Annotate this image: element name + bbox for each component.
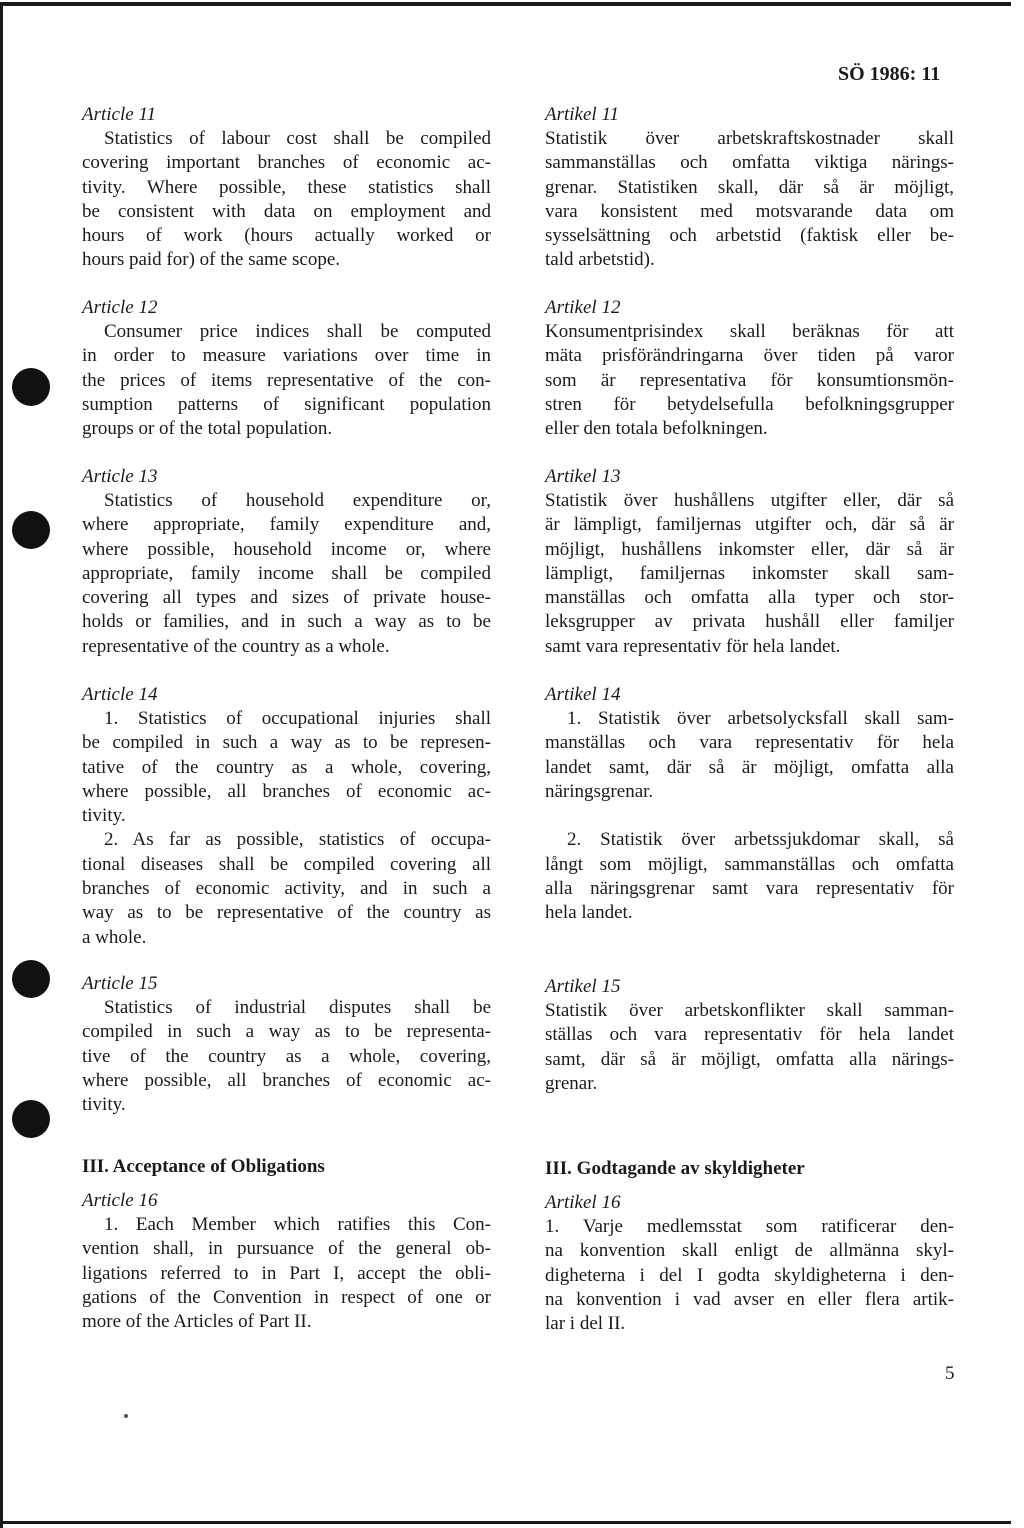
line-text: the prices of items representative of the con- xyxy=(82,369,491,391)
line-text: be consistent with data on employment and xyxy=(82,200,491,222)
article-heading: Artikel 16 xyxy=(545,1192,621,1213)
text-line xyxy=(545,562,954,586)
artikel-16 xyxy=(545,1191,954,1336)
line-text: where possible, all branches of economic ac- xyxy=(82,1069,491,1091)
text-line xyxy=(82,1093,491,1117)
article-heading: Article 12 xyxy=(82,297,158,318)
line-text: 1. Each Member which ratifies this Con- xyxy=(104,1214,491,1235)
line-text: alla näringsgrenar samt vara representativ för xyxy=(545,878,954,900)
line-text: Statistik över arbetskonflikter skall samman- xyxy=(545,1000,954,1021)
article-body xyxy=(82,489,491,659)
text-line xyxy=(82,1069,491,1093)
text-line xyxy=(545,1288,954,1312)
punch-hole xyxy=(12,960,50,998)
article-body xyxy=(545,1215,954,1336)
text-line xyxy=(545,369,954,393)
text-line xyxy=(82,1213,491,1237)
text-line xyxy=(82,1286,491,1310)
text-line xyxy=(545,417,954,441)
text-line xyxy=(545,320,954,344)
line-text: möjligt, hushållens inkomster eller, där så är xyxy=(545,538,954,560)
line-text: 1. Statistik över arbetsolycksfall skall sam- xyxy=(567,708,954,729)
section-title: III. Acceptance of Obligations xyxy=(82,1156,325,1177)
text-line xyxy=(82,344,491,368)
line-text: digheterna i del I godta skyldigheterna i den- xyxy=(545,1264,954,1286)
text-line xyxy=(82,828,491,852)
text-line xyxy=(82,369,491,393)
line-text: Konsumentprisindex skall beräknas för att xyxy=(545,321,954,342)
line-text: tative of the country as a whole, covering, xyxy=(82,756,491,778)
article-heading: Article 13 xyxy=(82,466,158,487)
line-text: hela landet. xyxy=(545,902,633,924)
line-text: holds or families, and in such a way as to be xyxy=(82,611,491,633)
line-text: branches of economic activity, and in such a xyxy=(82,878,491,900)
text-line xyxy=(545,224,954,248)
line-text: sysselsättning och arbetstid (faktisk eller be- xyxy=(545,225,954,247)
article-heading: Artikel 11 xyxy=(545,104,620,125)
text-line xyxy=(82,1310,491,1334)
line-text: landet samt, där så är möjligt, omfatta alla xyxy=(545,756,954,778)
line-text: covering important branches of economic ac- xyxy=(82,152,491,174)
text-line xyxy=(545,393,954,417)
text-line xyxy=(82,1020,491,1044)
text-line xyxy=(545,1023,954,1047)
article-heading: Artikel 13 xyxy=(545,466,621,487)
section-heading xyxy=(545,1157,954,1181)
line-text: na konvention i vad avser en eller flera artik- xyxy=(545,1288,954,1310)
text-line xyxy=(82,513,491,537)
line-text: tald arbetstid). xyxy=(545,249,655,271)
article-body xyxy=(545,127,954,273)
text-line xyxy=(545,1264,954,1288)
text-line xyxy=(545,586,954,610)
line-text: tivity. Where possible, these statistics shall xyxy=(82,176,491,198)
article-15 xyxy=(82,972,491,1117)
line-text: Consumer price indices shall be computed xyxy=(104,321,491,342)
line-text: leksgrupper av privata hushåll eller familjer xyxy=(545,611,954,633)
punch-hole xyxy=(12,368,50,406)
line-text: Statistics of industrial disputes shall be xyxy=(104,997,491,1018)
line-text: vention shall, in pursuance of the general ob- xyxy=(82,1238,491,1260)
text-line xyxy=(82,586,491,610)
text-line xyxy=(82,756,491,780)
text-line xyxy=(82,635,491,659)
article-body xyxy=(545,489,954,659)
line-text: manställas och vara representativ för hela xyxy=(545,732,954,754)
text-line xyxy=(82,1262,491,1286)
line-text: mäta prisförändringarna över tiden på varor xyxy=(545,345,954,367)
article-heading: Article 11 xyxy=(82,104,157,125)
text-line xyxy=(545,707,954,731)
text-line xyxy=(82,224,491,248)
line-text: ligations referred to in Part I, accept the obli- xyxy=(82,1262,491,1284)
text-line xyxy=(545,828,954,852)
text-line xyxy=(82,853,491,877)
line-text: more of the Articles of Part II. xyxy=(82,1311,312,1333)
article-body xyxy=(82,707,491,950)
article-heading: Article 16 xyxy=(82,1190,158,1211)
line-text: hours of work (hours actually worked or xyxy=(82,225,491,247)
line-text: 2. As far as possible, statistics of occupa- xyxy=(104,829,491,851)
line-text: tivity. xyxy=(82,1094,126,1116)
line-text: vara konsistent med motsvarande data om xyxy=(545,200,954,222)
article-body xyxy=(82,127,491,273)
line-text: lar i del II. xyxy=(545,1313,626,1335)
line-text: lämpligt, familjernas inkomster skall sam- xyxy=(545,562,954,584)
text-line xyxy=(545,756,954,780)
text-line xyxy=(545,538,954,562)
text-line xyxy=(82,127,491,151)
text-line xyxy=(82,707,491,731)
line-text: be compiled in such a way as to be represen- xyxy=(82,732,491,754)
line-text: som är representativa för konsumtionsmön- xyxy=(545,369,954,391)
text-line xyxy=(82,1045,491,1069)
artikel-11 xyxy=(545,103,954,273)
article-body xyxy=(545,999,954,1096)
line-text: representative of the country as a whole. xyxy=(82,635,390,657)
text-line xyxy=(545,999,954,1023)
text-line xyxy=(82,996,491,1020)
text-line xyxy=(545,731,954,755)
article-body xyxy=(82,996,491,1117)
section-title: III. Godtagande av skyldigheter xyxy=(545,1158,805,1179)
text-line xyxy=(545,176,954,200)
line-text: where possible, all branches of economic ac- xyxy=(82,780,491,802)
left-border-rule xyxy=(0,2,3,1528)
text-line xyxy=(545,248,954,272)
line-text: Statistics of household expenditure or, xyxy=(104,490,491,511)
line-text: tional diseases shall be compiled covering all xyxy=(82,853,491,875)
line-text: sumption patterns of significant population xyxy=(82,393,491,415)
text-line xyxy=(82,877,491,901)
text-line xyxy=(82,393,491,417)
text-line xyxy=(82,1237,491,1261)
artikel-15 xyxy=(545,975,954,1096)
article-body xyxy=(82,1213,491,1334)
artikel-14 xyxy=(545,683,954,926)
line-text: är lämpligt, familjernas utgifter och, där så är xyxy=(545,514,954,536)
line-text: grenar. xyxy=(545,1072,598,1094)
line-text: way as to be representative of the country as xyxy=(82,902,491,924)
text-line xyxy=(545,489,954,513)
article-heading: Artikel 15 xyxy=(545,976,621,997)
line-text: näringsgrenar. xyxy=(545,780,654,802)
text-line xyxy=(545,1312,954,1336)
text-line xyxy=(82,926,491,950)
article-heading: Article 15 xyxy=(82,973,158,994)
text-line xyxy=(82,200,491,224)
text-line xyxy=(545,127,954,151)
line-text: eller den totala befolkningen. xyxy=(545,418,768,440)
paragraph-gap xyxy=(545,804,954,828)
text-line xyxy=(545,610,954,634)
punch-hole xyxy=(12,1100,50,1138)
artikel-13 xyxy=(545,465,954,659)
text-line xyxy=(82,538,491,562)
text-line xyxy=(545,151,954,175)
article-16 xyxy=(82,1189,491,1334)
page-number: 5 xyxy=(945,1363,955,1384)
article-13 xyxy=(82,465,491,659)
line-text: where appropriate, family expenditure and, xyxy=(82,514,491,536)
text-line xyxy=(82,562,491,586)
article-body xyxy=(82,320,491,441)
text-line xyxy=(545,1239,954,1263)
artikel-12 xyxy=(545,296,954,441)
line-text: appropriate, family income shall be compiled xyxy=(82,562,491,584)
line-text: tivity. xyxy=(82,805,126,827)
article-11 xyxy=(82,103,491,273)
line-text: Statistics of labour cost shall be compiled xyxy=(104,128,491,149)
top-border-rule xyxy=(0,2,1011,6)
text-line xyxy=(82,320,491,344)
text-line xyxy=(545,901,954,925)
text-line xyxy=(545,635,954,659)
text-line xyxy=(82,417,491,441)
bottom-border-rule xyxy=(0,1521,1011,1524)
text-line xyxy=(82,151,491,175)
article-body xyxy=(545,707,954,926)
text-line xyxy=(82,489,491,513)
text-line xyxy=(545,853,954,877)
text-line xyxy=(545,1215,954,1239)
text-line xyxy=(82,901,491,925)
text-line xyxy=(545,200,954,224)
line-text: Statistik över hushållens utgifter eller, där så xyxy=(545,490,954,511)
page-header: SÖ 1986: 11 xyxy=(838,63,941,85)
line-text: 1. Varje medlemsstat som ratificerar den- xyxy=(545,1216,954,1237)
text-line xyxy=(82,176,491,200)
text-line xyxy=(545,780,954,804)
line-text: 1. Statistics of occupational injuries shall xyxy=(104,708,491,729)
line-text: Statistik över arbetskraftskostnader skall xyxy=(545,128,954,149)
text-line xyxy=(545,1048,954,1072)
article-body xyxy=(545,320,954,441)
article-heading: Artikel 14 xyxy=(545,684,621,705)
text-line xyxy=(82,248,491,272)
line-text: na konvention skall enligt de allmänna skyl- xyxy=(545,1240,954,1262)
line-text: hours paid for) of the same scope. xyxy=(82,249,341,271)
article-heading: Article 14 xyxy=(82,684,158,705)
line-text: compiled in such a way as to be representa- xyxy=(82,1021,491,1043)
line-text: stren för betydelsefulla befolkningsgrupper xyxy=(545,393,954,415)
line-text: samt, där så är möjligt, omfatta alla närings- xyxy=(545,1048,954,1070)
text-line xyxy=(82,804,491,828)
line-text: grenar. Statistiken skall, där så är möjligt, xyxy=(545,176,954,198)
section-heading xyxy=(82,1155,491,1179)
line-text: samt vara representativ för hela landet. xyxy=(545,635,841,657)
text-line xyxy=(545,513,954,537)
text-line xyxy=(82,780,491,804)
line-text: in order to measure variations over time in xyxy=(82,345,491,367)
line-text: where possible, household income or, where xyxy=(82,538,491,560)
line-text: ställas och vara representativ för hela landet xyxy=(545,1024,954,1046)
punch-hole xyxy=(12,511,50,549)
line-text: gations of the Convention in respect of one or xyxy=(82,1286,491,1308)
article-14 xyxy=(82,683,491,950)
text-line xyxy=(545,344,954,368)
text-line xyxy=(545,1072,954,1096)
line-text: groups or of the total population. xyxy=(82,418,333,440)
line-text: tive of the country as a whole, covering, xyxy=(82,1045,491,1067)
line-text: covering all types and sizes of private house- xyxy=(82,587,491,609)
text-line xyxy=(82,610,491,634)
article-heading: Artikel 12 xyxy=(545,297,621,318)
line-text: a whole. xyxy=(82,926,147,948)
text-line xyxy=(82,731,491,755)
line-text: långt som möjligt, sammanställas och omfatta xyxy=(545,853,954,875)
line-text: manställas och omfatta alla typer och stor- xyxy=(545,587,954,609)
text-line xyxy=(545,877,954,901)
line-text: 2. Statistik över arbetssjukdomar skall, så xyxy=(567,829,954,851)
article-12 xyxy=(82,296,491,441)
line-text: sammanställas och omfatta viktiga närings- xyxy=(545,152,954,174)
speck xyxy=(124,1414,128,1418)
